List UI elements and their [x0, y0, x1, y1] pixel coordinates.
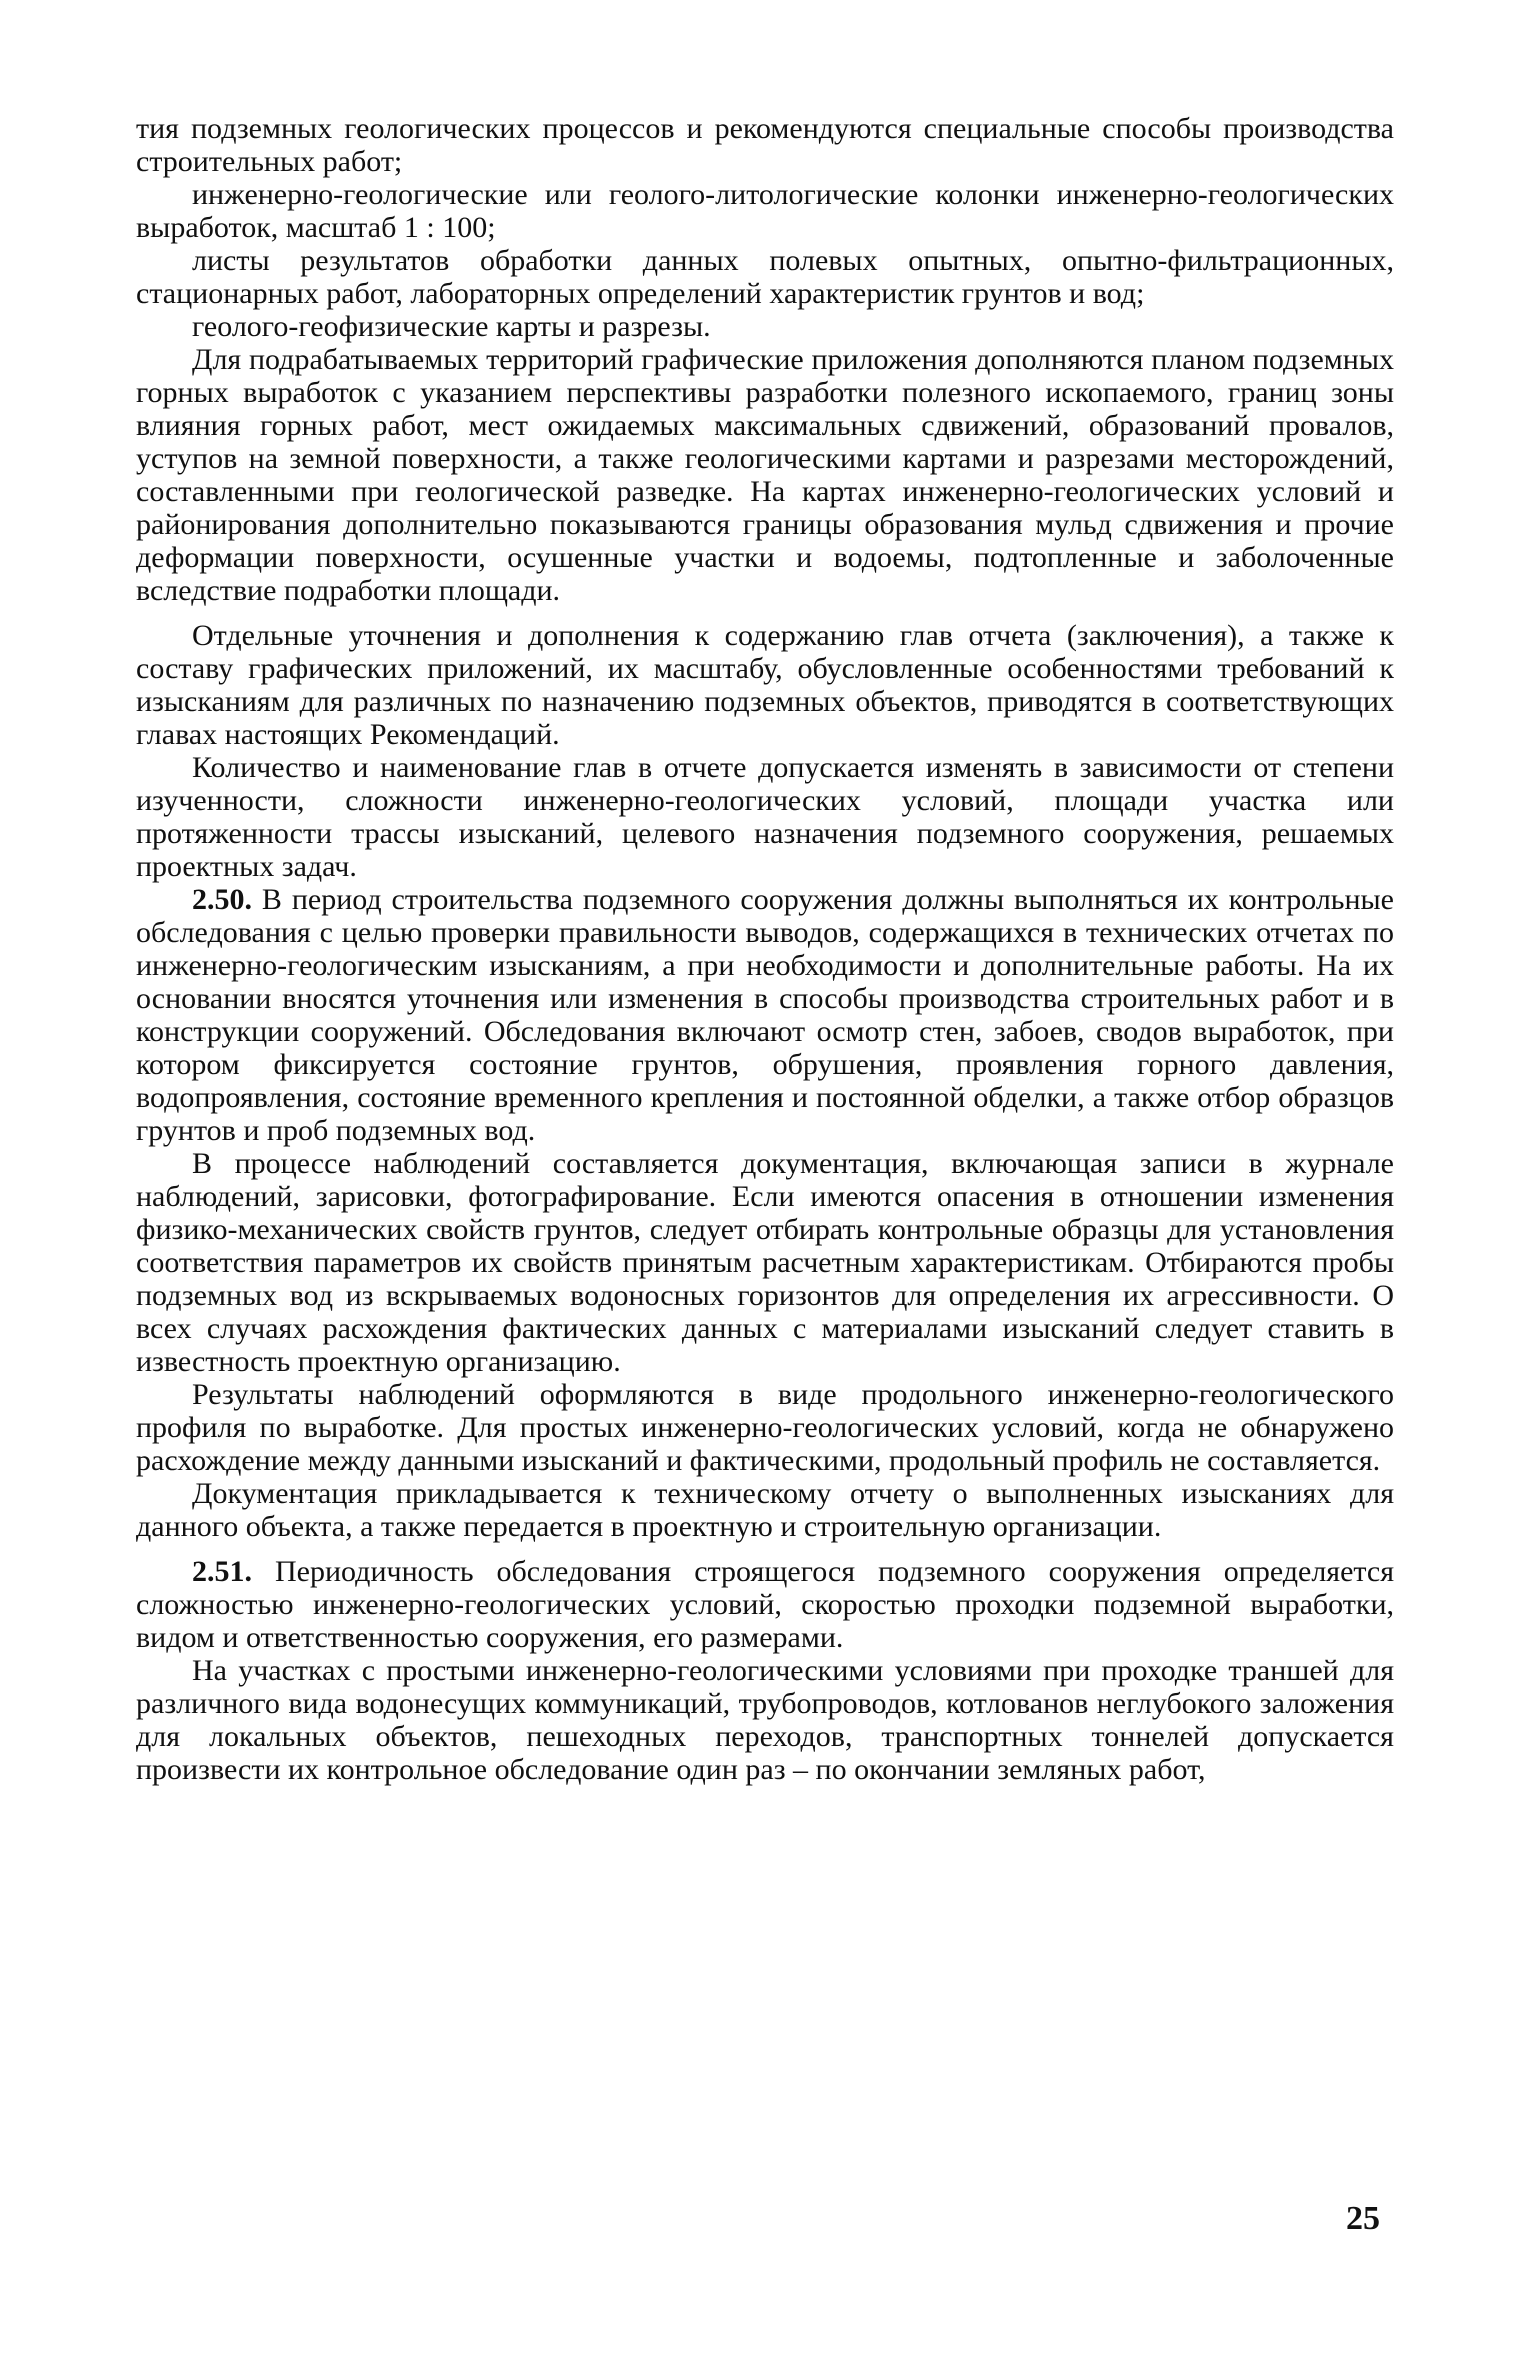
paragraph-simple-conditions: На участках с простыми инженерно-геологическими условиями при проходке траншей для различного вида водонесущих коммуникаций, трубопроводов, котлованов неглубокого заложения для локальных объектов, пешеходных переходов, транспортных тоннелей допускается произвести их контрольное обследование один раз – по окончании земляных работ,	[136, 1654, 1394, 1786]
paragraph-observation-documentation: В процессе наблюдений составляется документация, включающая записи в журнале наблюдений, зарисовки, фотографирование. Если имеются опасения в отношении изменения физико-механических свойств грунтов, следует отбирать контрольные образцы для установления соответствия параметров их свойств принятым расчетным характеристикам. Отбираются пробы подземных вод из вскрываемых водоносных горизонтов для определения их агрессивности. О всех случаях расхождения фактических данных с материалами изысканий следует ставить в известность проектную организацию.	[136, 1147, 1394, 1378]
section-2-51	[136, 1555, 1394, 1654]
document-page	[136, 112, 1394, 1786]
paragraph-chapter-count: Количество и наименование глав в отчете допускается изменять в зависимости от степени изученности, сложности инженерно-геологических условий, площади участка или протяженности трассы изысканий, целевого назначения подземного сооружения, решаемых проектных задач.	[136, 751, 1394, 883]
section-2-50-text: В период строительства подземного сооружения должны выполняться их контрольные обследования с целью проверки правильности выводов, содержащихся в технических отчетах по инженерно-геологическим изысканиям, а при необходимости и дополнительные работы. На их основании вносятся уточнения или изменения в способы производства строительных работ и в конструкции сооружений. Обследования включают осмотр стен, забоев, сводов выработок, при котором фиксируется состояние грунтов, обрушения, проявления горного давления, водопроявления, состояние временного крепления и постоянной обделки, а также отбор образцов грунтов и проб подземных вод.	[136, 883, 1394, 1147]
list-item-geologic-columns: инженерно-геологические или геолого-литологические колонки инженерно-геологических выработок, масштаб 1 : 100;	[136, 178, 1394, 244]
paragraph-continuation: тия подземных геологических процессов и рекомендуются специальные способы производства строительных работ;	[136, 112, 1394, 178]
section-number-2-51: 2.51.	[192, 1555, 252, 1588]
paragraph-observation-results: Результаты наблюдений оформляются в виде продольного инженерно-геологического профиля по выработке. Для простых инженерно-геологических условий, когда не обнаружено расхождение между данными изысканий и фактическими, продольный профиль не составляется.	[136, 1378, 1394, 1477]
list-item-geophysical-maps: геолого-геофизические карты и разрезы.	[192, 310, 711, 343]
list-item-result-sheets: листы результатов обработки данных полевых опытных, опытно-фильтрационных, стационарных работ, лабораторных определений характеристик грунтов и вод;	[136, 244, 1394, 310]
section-2-50	[136, 883, 1394, 1147]
paragraph-documentation-attached: Документация прикладывается к техническому отчету о выполненных изысканиях для данного объекта, а также передается в проектную и строительную организации.	[136, 1477, 1394, 1543]
page-number: 25	[1346, 2200, 1380, 2237]
paragraph-clarifications: Отдельные уточнения и дополнения к содержанию глав отчета (заключения), а также к составу графических приложений, их масштабу, обусловленные особенностями требований к изысканиям для различных по назначению подземных объектов, приводятся в соответствующих главах настоящих Рекомендаций.	[136, 619, 1394, 751]
paragraph-undermined-territories: Для подрабатываемых территорий графические приложения дополняются планом подземных горных выработок с указанием перспективы разработки полезного ископаемого, границ зоны влияния горных работ, мест ожидаемых максимальных сдвижений, образований провалов, уступов на земной поверхности, а также геологическими картами и разрезами месторождений, составленными при геологической разведке. На картах инженерно-геологических условий и районирования дополнительно показываются границы образования мульд сдвижения и прочие деформации поверхности, осушенные участки и водоемы, подтопленные и заболоченные вследствие подработки площади.	[136, 343, 1394, 607]
section-2-51-text: Периодичность обследования строящегося подземного сооружения определяется сложностью инженерно-геологических условий, скоростью проходки подземной выработки, видом и ответственностью сооружения, его размерами.	[136, 1555, 1395, 1654]
section-number-2-50: 2.50.	[192, 883, 252, 916]
